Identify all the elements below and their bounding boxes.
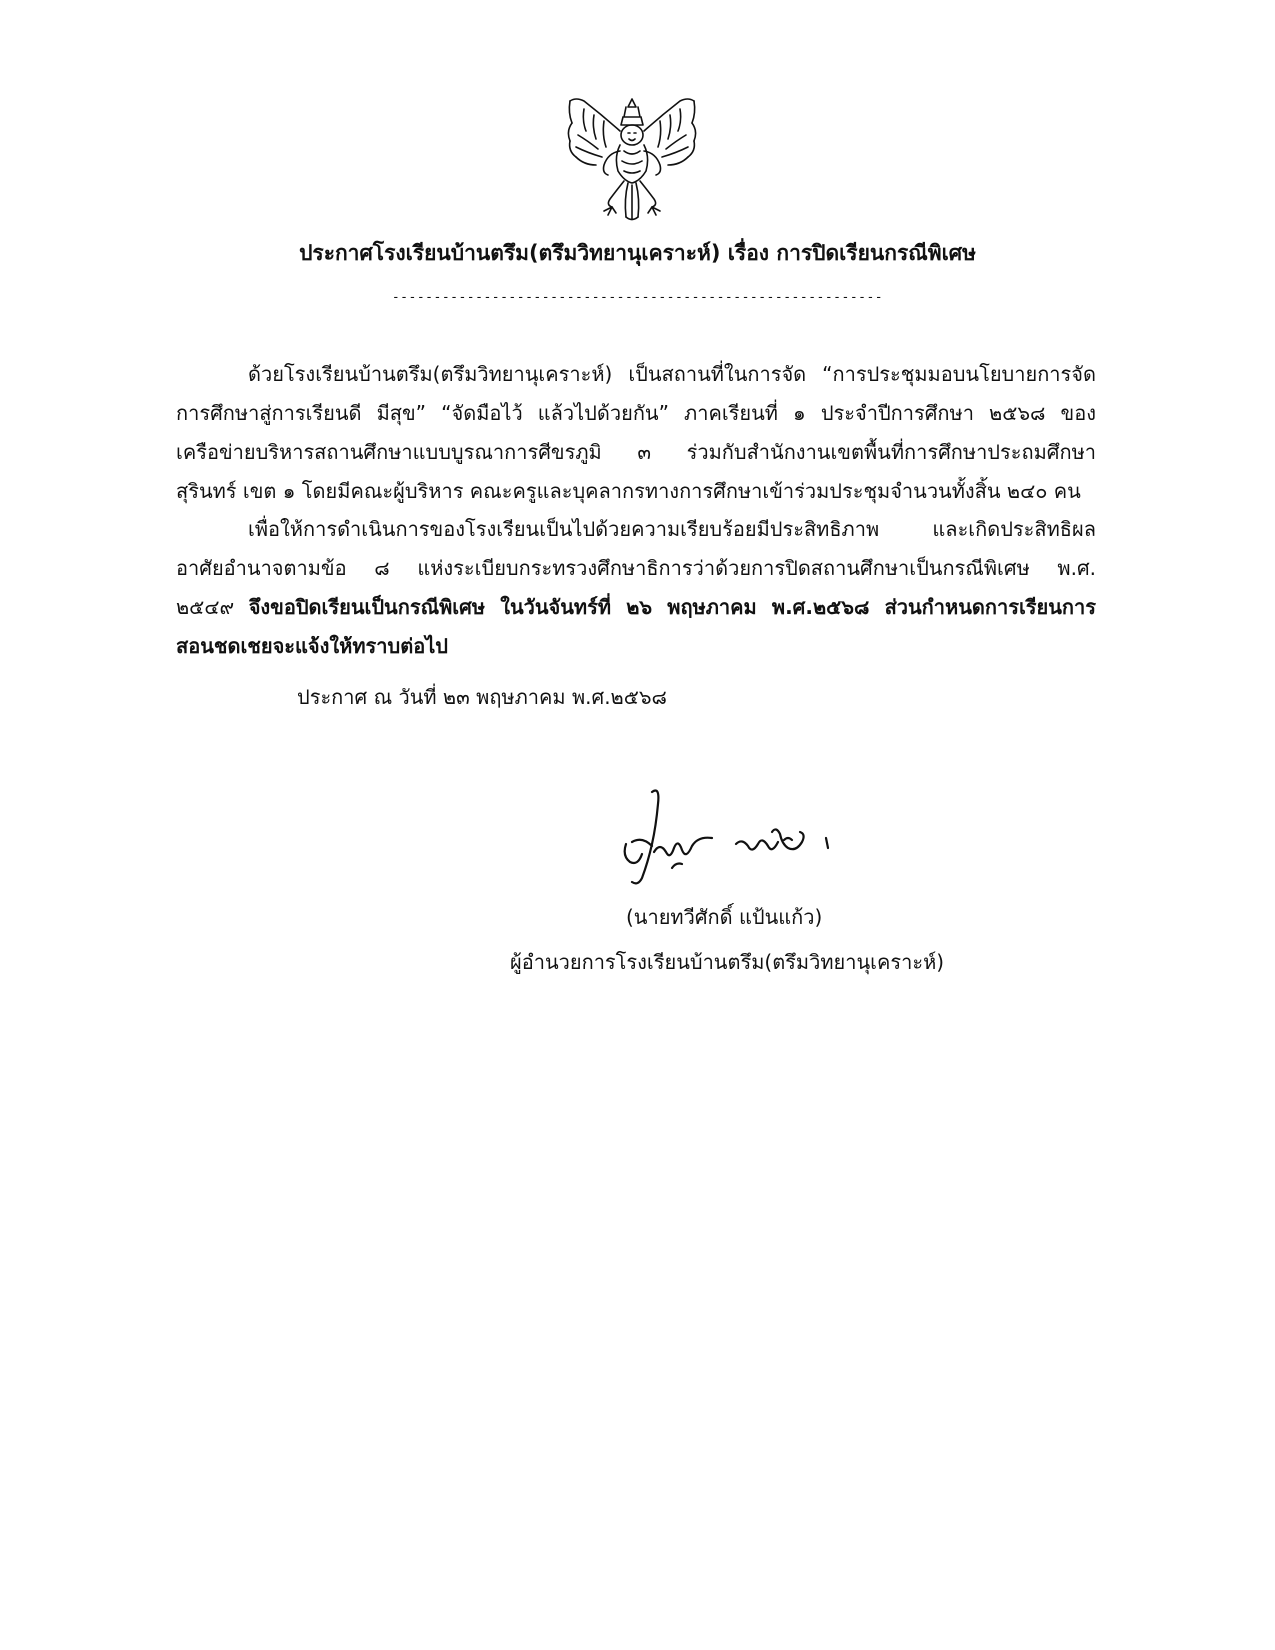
announcement-title: ประกาศโรงเรียนบ้านตรึม(ตรึมวิทยานุเคราะห์) เรื่อง การปิดเรียนกรณีพิเศษ — [299, 241, 976, 265]
garuda-emblem-icon — [562, 95, 702, 223]
closure-statement-cont: สอนชดเชยจะแจ้งให้ทราบต่อไป — [176, 634, 448, 658]
signer-position: ผู้อำนวยการโรงเรียนบ้านตรึม(ตรึมวิทยานุเคราะห์) — [510, 950, 945, 974]
paragraph-closure — [176, 510, 1096, 666]
paragraph-line: อาศัยอำนาจตามข้อ ๘ แห่งระเบียบกระทรวงศึกษาธิการว่าด้วยการปิดสถานศึกษาเป็นกรณีพิเศษ พ.ศ. — [176, 556, 1096, 580]
paragraph-line: สุรินทร์ เขต ๑ โดยมีคณะผู้บริหาร คณะครูและบุคลากรทางการศึกษาเข้าร่วมประชุมจำนวนทั้งสิ้น ๒๔๐ คน — [176, 479, 1081, 503]
closure-statement: จึงขอปิดเรียนเป็นกรณีพิเศษ ในวันจันทร์ที่ ๒๖ พฤษภาคม พ.ศ.๒๕๖๘ ส่วนกำหนดการเรียนการ — [248, 595, 1097, 619]
paragraph-line — [176, 588, 1096, 627]
paragraph-line: ด้วยโรงเรียนบ้านตรึม(ตรึมวิทยานุเคราะห์) เป็นสถานที่ในการจัด “การประชุมมอบนโยบายการจัด — [248, 362, 1096, 386]
paragraph-line — [176, 627, 1096, 666]
paragraph-line: เพื่อให้การดำเนินการของโรงเรียนเป็นไปด้วยความเรียบร้อยมีประสิทธิภาพ และเกิดประสิทธิผล — [248, 517, 1096, 541]
paragraph-line: เครือข่ายบริหารสถานศึกษาแบบบูรณาการศีขรภูมิ ๓ ร่วมกับสำนักงานเขตพื้นที่การศึกษาประถมศึกษา — [176, 440, 1096, 464]
divider-line: ----------------------------------------------------------- — [391, 290, 884, 305]
signer-name: (นายทวีศักดิ์ แป้นแก้ว) — [626, 905, 823, 929]
paragraph-line: การศึกษาสู่การเรียนดี มีสุข” “จัดมือไว้ แล้วไปด้วยกัน” ภาคเรียนที่ ๑ ประจำปีการศึกษา ๒๕๖๘ ของ — [176, 401, 1096, 425]
handwritten-signature — [612, 782, 842, 892]
paragraph-background — [176, 355, 1096, 511]
year-text: ๒๕๔๙ — [176, 595, 235, 619]
announcement-date: ประกาศ ณ วันที่ ๒๓ พฤษภาคม พ.ศ.๒๕๖๘ — [297, 685, 667, 709]
